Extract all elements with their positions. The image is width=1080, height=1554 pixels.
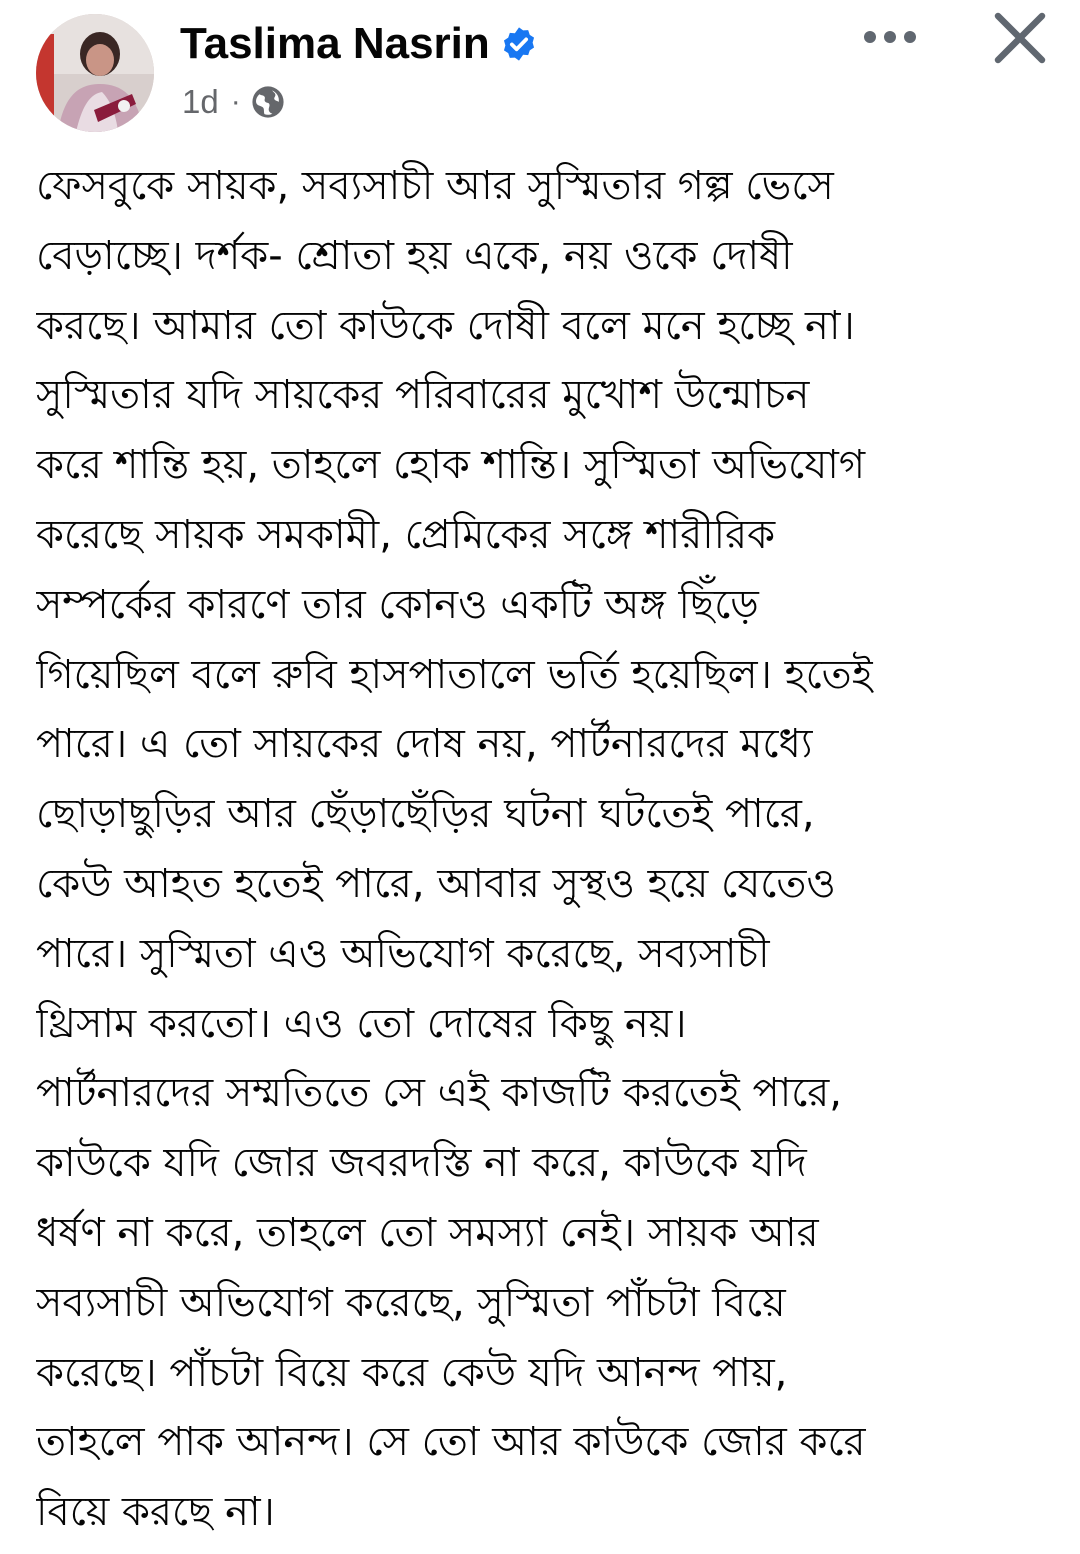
- post-text-line: তাহলে পাক আনন্দ। সে তো আর কাউকে জোর করে: [36, 1419, 866, 1466]
- avatar[interactable]: [36, 14, 154, 132]
- post-text-line: সব্যসাচী অভিযোগ করেছে, সুস্মিতা পাঁচটা বিয়ে: [36, 1279, 786, 1326]
- close-icon: [993, 11, 1047, 65]
- post-text-line: পারে। সুস্মিতা এও অভিযোগ করেছে, সব্যসাচী: [36, 930, 770, 977]
- post-text: [36, 152, 1046, 1552]
- post-text-line: সম্পর্কের কারণে তার কোনও একটি অঙ্গ ছিঁড়ে: [36, 581, 759, 628]
- post-text-line: ফেসবুকে সায়ক, সব্যসাচী আর সুস্মিতার গল্প ভেসে: [36, 163, 834, 209]
- post-text-line: বেড়াচ্ছে। দর্শক- শ্রোতা হয় একে, নয় ওকে দোষী: [36, 232, 793, 279]
- close-button[interactable]: [988, 6, 1052, 70]
- post-text-line: থ্রিসাম করতো। এও তো দোষের কিছু নয়।: [36, 1000, 687, 1047]
- verified-badge-icon: [500, 25, 538, 63]
- author-name[interactable]: Taslima Nasrin: [180, 19, 490, 68]
- post-text-line: বিয়ে করছে না।: [36, 1489, 275, 1536]
- post-text-line: কাউকে যদি জোর জবরদস্তি না করে, কাউকে যদি: [36, 1140, 807, 1187]
- post-header: [0, 0, 1080, 150]
- post-text-line: পার্টনারদের সম্মতিতে সে এই কাজটি করতেই পারে,: [36, 1070, 842, 1117]
- post-timestamp[interactable]: 1d: [182, 83, 219, 120]
- more-options-button[interactable]: [852, 12, 928, 62]
- author-row: [180, 16, 538, 72]
- post-text-line: ধর্ষণ না করে, তাহলে তো সমস্যা নেই। সায়ক আর: [36, 1209, 819, 1256]
- post-text-line: ছোড়াছুড়ির আর ছেঁড়াছেঁড়ির ঘটনা ঘটতেই পারে,: [36, 791, 815, 838]
- post-text-line: গিয়েছিল বলে রুবি হাসপাতালে ভর্তি হয়েছিল। হতেই: [36, 651, 873, 698]
- avatar-photo-icon: [36, 14, 154, 132]
- post-meta: [182, 82, 285, 122]
- post-text-line: কেউ আহত হতেই পারে, আবার সুস্থও হয়ে যেতেও: [36, 860, 836, 907]
- post-text-line: করছে। আমার তো কাউকে দোষী বলে মনে হচ্ছে না।: [36, 302, 855, 349]
- meta-separator: ·: [230, 85, 241, 118]
- post-text-line: পারে। এ তো সায়কের দোষ নয়, পার্টনারদের মধ্যে: [36, 721, 813, 768]
- post-text-line: সুস্মিতার যদি সায়কের পরিবারের মুখোশ উন্মোচন: [36, 372, 810, 419]
- more-dots-icon: [860, 29, 920, 45]
- post-text-line: করেছে সায়ক সমকামী, প্রেমিকের সঙ্গে শারীরিক: [36, 511, 776, 558]
- post-text-line: করেছে। পাঁচটা বিয়ে করে কেউ যদি আনন্দ পায়,: [36, 1349, 788, 1396]
- globe-icon[interactable]: [251, 85, 285, 119]
- post-text-line: করে শান্তি হয়, তাহলে হোক শান্তি। সুস্মিতা অভিযোগ: [36, 442, 866, 489]
